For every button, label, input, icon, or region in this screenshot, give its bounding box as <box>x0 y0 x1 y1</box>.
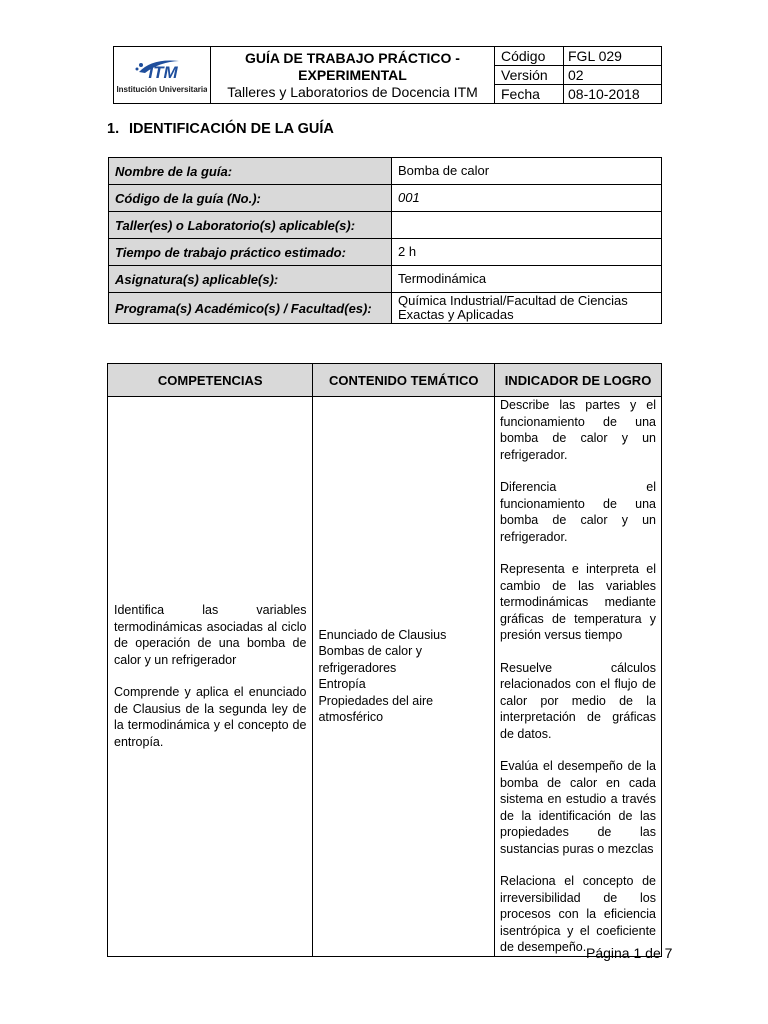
table-row <box>109 185 662 212</box>
column-header-indicador: INDICADOR DE LOGRO <box>495 364 662 397</box>
column-header-competencias: COMPETENCIAS <box>108 364 313 397</box>
meta-label-code: Código <box>495 47 564 66</box>
logo-subtext: Institución Universitaria <box>117 84 207 94</box>
table-row <box>108 397 662 957</box>
contenido-item: Propiedades del aire atmosférico <box>318 693 434 725</box>
ident-value: Química Industrial/Facultad de Ciencias Exactas y Aplicadas <box>392 293 662 324</box>
competencias-cell <box>108 397 313 957</box>
document-title-cell <box>211 47 495 104</box>
ident-key: Nombre de la guía: <box>109 158 392 185</box>
document-header <box>113 46 662 104</box>
section-title: IDENTIFICACIÓN DE LA GUÍA <box>129 121 334 137</box>
section-heading <box>107 121 334 137</box>
document-title-line1: GUÍA DE TRABAJO PRÁCTICO - <box>245 49 460 66</box>
ident-value: 001 <box>392 185 662 212</box>
ident-key: Código de la guía (No.): <box>109 185 392 212</box>
contenido-cell <box>313 397 495 957</box>
table-row <box>109 212 662 239</box>
ident-value: Bomba de calor <box>392 158 662 185</box>
indicador-item: Representa e interpreta el cambio de las variables termodinámicas mediante gráficas de temperatura y presión versus tiempo <box>500 562 656 642</box>
indicador-item: Diferencia el funcionamiento de una bomba de calor y un refrigerador. <box>500 480 656 544</box>
meta-label-date: Fecha <box>495 85 564 104</box>
column-header-contenido: CONTENIDO TEMÁTICO <box>313 364 495 397</box>
indicador-item: Evalúa el desempeño de la bomba de calor en cada sistema en estudio a través de la identificación de las propiedades de las sustancias puras o mezclas <box>500 759 656 856</box>
table-row <box>109 239 662 266</box>
table-header-row <box>108 364 662 397</box>
contenido-item: Bombas de calor y refrigeradores <box>318 644 422 675</box>
meta-value-date: 08-10-2018 <box>564 85 662 104</box>
table-row <box>109 266 662 293</box>
competencia-item: Comprende y aplica el enunciado de Clausius de la segunda ley de la termodinámica y el concepto de entropía. <box>114 685 307 749</box>
page-number: Página 1 de 7 <box>586 945 673 961</box>
table-row <box>109 293 662 324</box>
competencias-table <box>107 363 662 957</box>
logo-cell <box>114 47 211 104</box>
indicador-item: Describe las partes y el funcionamiento de una bomba de calor y un refrigerador. <box>500 398 656 462</box>
ident-value: 2 h <box>392 239 662 266</box>
meta-label-version: Versión <box>495 66 564 85</box>
table-row <box>109 158 662 185</box>
contenido-item: Entropía <box>318 677 366 692</box>
ident-key: Programa(s) Académico(s) / Facultad(es): <box>109 293 392 324</box>
contenido-item: Enunciado de Clausius <box>318 627 447 642</box>
indicador-item: Resuelve cálculos relacionados con el flujo de calor por medio de la interpretación de gráficas de datos. <box>500 660 656 741</box>
ident-value: Termodinámica <box>392 266 662 293</box>
ident-key: Taller(es) o Laboratorio(s) aplicable(s): <box>109 212 392 239</box>
document-title-line2: EXPERIMENTAL <box>298 66 407 83</box>
indicador-item: Relaciona el concepto de irreversibilidad de los procesos con la eficiencia isentrópica y el coeficiente de desempeño. <box>500 874 656 954</box>
logo-text: ITM <box>148 62 178 82</box>
ident-key: Tiempo de trabajo práctico estimado: <box>109 239 392 266</box>
document-subtitle: Talleres y Laboratorios de Docencia ITM <box>227 83 478 100</box>
meta-value-code: FGL 029 <box>564 47 662 66</box>
indicador-cell <box>495 397 662 957</box>
ident-value <box>392 212 662 239</box>
ident-key: Asignatura(s) aplicable(s): <box>109 266 392 293</box>
itm-logo <box>117 52 207 96</box>
identification-table <box>108 157 662 324</box>
section-number: 1. <box>107 121 120 137</box>
competencia-item: Identifica las variables termodinámicas asociadas al ciclo de operación de una bomba de calor y un refrigerador <box>114 603 307 667</box>
meta-value-version: 02 <box>564 66 662 85</box>
